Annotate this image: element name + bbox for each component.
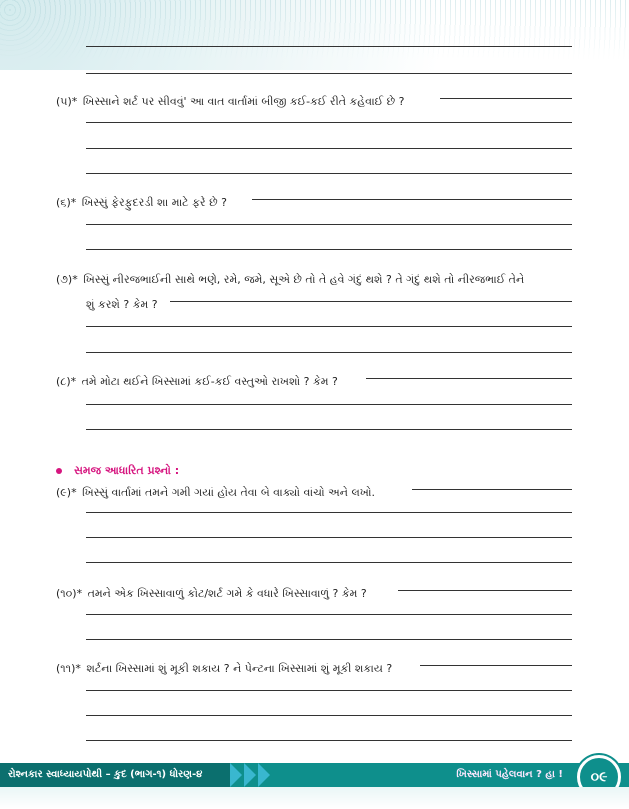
question-5: (૫)* ખિસ્સાને શર્ટ પર સીવવું' આ વાત વાર્તામાં બીજી કઈ-કઈ રીતે કહેવાઈ છે ?	[56, 95, 405, 108]
footer-band	[0, 787, 629, 809]
question-6: (૬)* ખિસ્સું ફેરફુદરડી શા માટે ફરે છે ?	[56, 196, 227, 209]
answer-line	[86, 173, 572, 174]
answer-line	[86, 404, 572, 405]
answer-line	[86, 537, 572, 538]
answer-line	[170, 301, 572, 302]
footer-book-title: રોશ્નકાર સ્વાધ્યાયપોથી – કુદ (ભાગ-૧) ધોરણ-૪	[0, 763, 230, 787]
bullet-icon	[56, 468, 62, 474]
answer-line	[86, 46, 572, 47]
answer-line	[86, 122, 572, 123]
answer-line	[86, 249, 572, 250]
answer-line	[86, 148, 572, 149]
answer-line	[86, 639, 572, 640]
answer-line	[86, 224, 572, 225]
answer-line	[86, 562, 572, 563]
answer-line	[86, 740, 572, 741]
chevron-right-icon	[258, 763, 270, 787]
question-7: (૭)* ખિસ્સું નીરજભાઈની સાથે ભણે, રમે, જમે, સૂએ છે તો તે હવે ગંદું થશે ? તે ગંદું થશે તો નીરજભાઈ તેને	[56, 273, 525, 286]
question-11: (૧૧)* શર્ટના ખિસ્સામાં શું મૂકી શકાય ? ને પેન્ટના ખિસ્સામાં શું મૂકી શકાય ?	[56, 662, 393, 675]
answer-line	[86, 352, 572, 353]
question-9: (૯)* ખિસ્સું વાર્તામાં તમને ગમી ગયાં હોય તેવા બે વાક્યો વાંચો અને લખો.	[56, 486, 376, 499]
answer-line	[86, 715, 572, 716]
answer-line	[86, 326, 572, 327]
answer-line	[398, 590, 572, 591]
question-8: (૮)* તમે મોટા થઈને ખિસ્સામાં કઈ-કઈ વસ્તુઓ રાખશો ? કેમ ?	[56, 375, 338, 388]
page-number: ૦૯	[577, 755, 621, 799]
answer-line	[86, 690, 572, 691]
question-7-cont: શું કરશે ? કેમ ?	[86, 298, 158, 311]
answer-line	[440, 98, 572, 99]
answer-line	[366, 378, 572, 379]
section-heading: સમજ આધારિત પ્રશ્નો :	[56, 464, 179, 478]
answer-line	[86, 73, 572, 74]
chevron-right-icon	[244, 763, 256, 787]
answer-line	[420, 665, 572, 666]
footer	[0, 763, 629, 809]
answer-line	[412, 489, 572, 490]
header-dots	[0, 0, 629, 60]
answer-line	[86, 512, 572, 513]
answer-line	[252, 199, 572, 200]
footer-chapter-title: ખિસ્સામાં પહેલવાન ? હા !	[456, 769, 563, 780]
question-10: (૧૦)* તમને એક ખિસ્સાવાળું કોટ/શર્ટ ગમે કે વધારે ખિસ્સાવાળું ? કેમ ?	[56, 587, 367, 600]
answer-line	[86, 614, 572, 615]
answer-line	[86, 429, 572, 430]
chevron-right-icon	[230, 763, 242, 787]
